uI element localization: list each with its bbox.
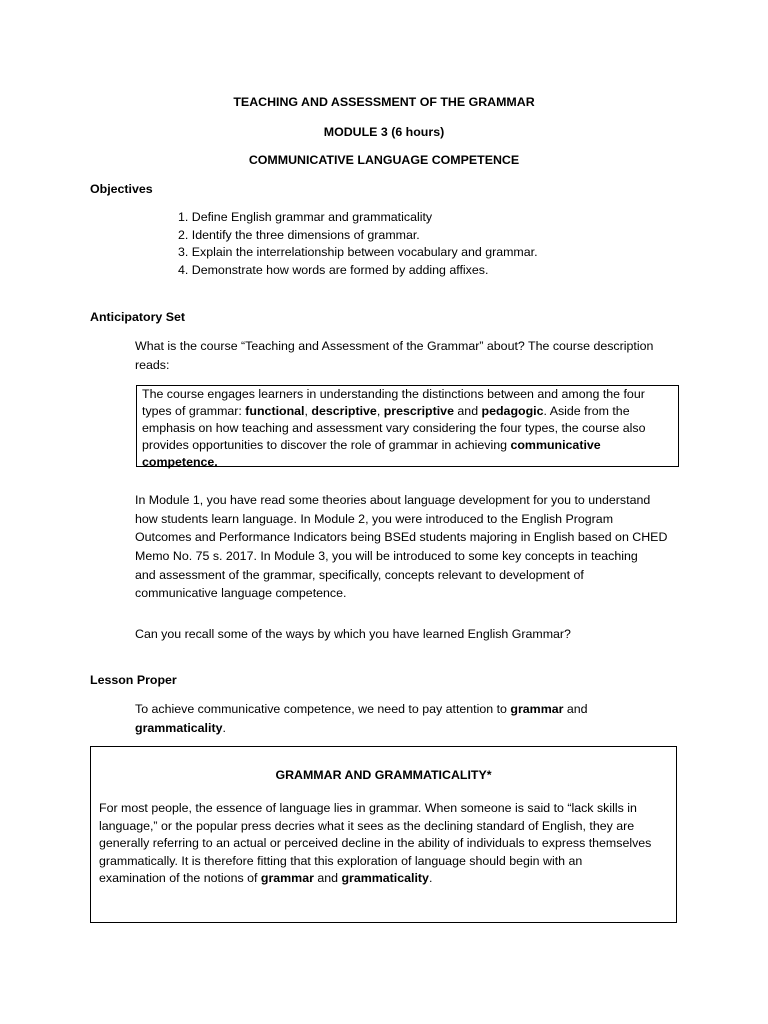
desc-text: , — [304, 404, 312, 418]
box-line: generally referring to an actual or perceived decline in the ability of individuals to express themselves — [99, 836, 652, 850]
grammar-grammaticality-box — [90, 746, 677, 923]
objective-item: 2. Identify the three dimensions of grammar. — [178, 227, 420, 242]
objective-item: 1. Define English grammar and grammaticality — [178, 210, 433, 224]
desc-line — [142, 403, 674, 420]
term-functional: functional — [245, 404, 305, 418]
box-line: For most people, the essence of language lies in grammar. When someone is said to “lack skills in — [99, 801, 637, 815]
box-line: grammatically. It is therefore fitting that this exploration of language should begin with an — [99, 853, 583, 868]
term-descriptive: descriptive — [311, 404, 377, 418]
module-overview-paragraph — [135, 492, 675, 604]
lesson-intro — [135, 701, 675, 738]
anticipatory-heading: Anticipatory Set — [90, 310, 186, 324]
intro-line: What is the course “Teaching and Assessment of the Grammar” about? The course description — [135, 339, 654, 353]
recall-question: Can you recall some of the ways by which you have learned English Grammar? — [135, 627, 571, 641]
desc-line — [142, 437, 674, 454]
objective-item: 3. Explain the interrelationship between vocabulary and grammar. — [178, 245, 538, 259]
paragraph-line — [135, 720, 675, 739]
box-text: . — [428, 871, 433, 885]
box-line: language,” or the popular press decries what it sees as the declining standard of English, they are — [99, 818, 635, 833]
box-line — [99, 870, 671, 888]
term-grammaticality: grammaticality — [341, 871, 429, 885]
term-communicative: communicative — [510, 438, 601, 452]
desc-text: and — [453, 404, 482, 418]
paragraph-line: Outcomes and Performance Indicators being BSEd students majoring in English based on CHED — [135, 530, 668, 545]
desc-text: . Aside from the — [543, 404, 630, 418]
desc-line — [142, 454, 674, 471]
document-title: TEACHING AND ASSESSMENT OF THE GRAMMAR — [233, 95, 535, 109]
box-title: GRAMMAR AND GRAMMATICALITY* — [275, 768, 492, 782]
term-pedagogic: pedagogic — [481, 404, 544, 418]
objective-item: 4. Demonstrate how words are formed by adding affixes. — [178, 262, 489, 277]
box-text: examination of the notions of — [99, 871, 261, 885]
course-description-box — [136, 385, 679, 467]
term-grammar: grammar — [510, 702, 564, 716]
anticipatory-intro — [135, 338, 675, 375]
desc-text: , — [376, 404, 384, 418]
desc-line: emphasis on how teaching and assessment vary considering the four types, the course also — [142, 421, 646, 435]
paragraph-line: communicative language competence. — [135, 586, 347, 601]
term-grammar: grammar — [260, 871, 314, 885]
module-subtitle: COMMUNICATIVE LANGUAGE COMPETENCE — [248, 153, 520, 167]
term-grammaticality: grammaticality — [135, 720, 223, 735]
paragraph-line — [135, 701, 675, 720]
intro-line: reads: — [135, 357, 170, 372]
box-body — [99, 800, 671, 888]
module-heading: MODULE 3 (6 hours) — [323, 125, 445, 139]
lesson-proper-heading: Lesson Proper — [90, 673, 177, 687]
objectives-heading: Objectives — [90, 182, 153, 196]
objectives-list — [178, 209, 638, 279]
lesson-text: and — [563, 702, 588, 716]
term-prescriptive: prescriptive — [383, 404, 454, 418]
desc-text: provides opportunities to discover the role of grammar in achieving — [142, 438, 511, 452]
box-text: and — [313, 871, 342, 885]
lesson-text: To achieve communicative competence, we need to pay attention to — [135, 702, 511, 716]
paragraph-line: In Module 1, you have read some theories about language development for you to understand — [135, 493, 651, 507]
paragraph-line: how students learn language. In Module 2, you were introduced to the English Program — [135, 511, 614, 526]
desc-text: types of grammar: — [142, 404, 246, 418]
term-competence: competence. — [142, 455, 218, 469]
paragraph-line: and assessment of the grammar, specifically, concepts relevant to development of — [135, 567, 584, 582]
desc-line: The course engages learners in understanding the distinctions between and among the four — [142, 387, 645, 401]
paragraph-line: Memo No. 75 s. 2017. In Module 3, you will be introduced to some key concepts in teaching — [135, 549, 638, 564]
lesson-text: . — [222, 720, 226, 735]
